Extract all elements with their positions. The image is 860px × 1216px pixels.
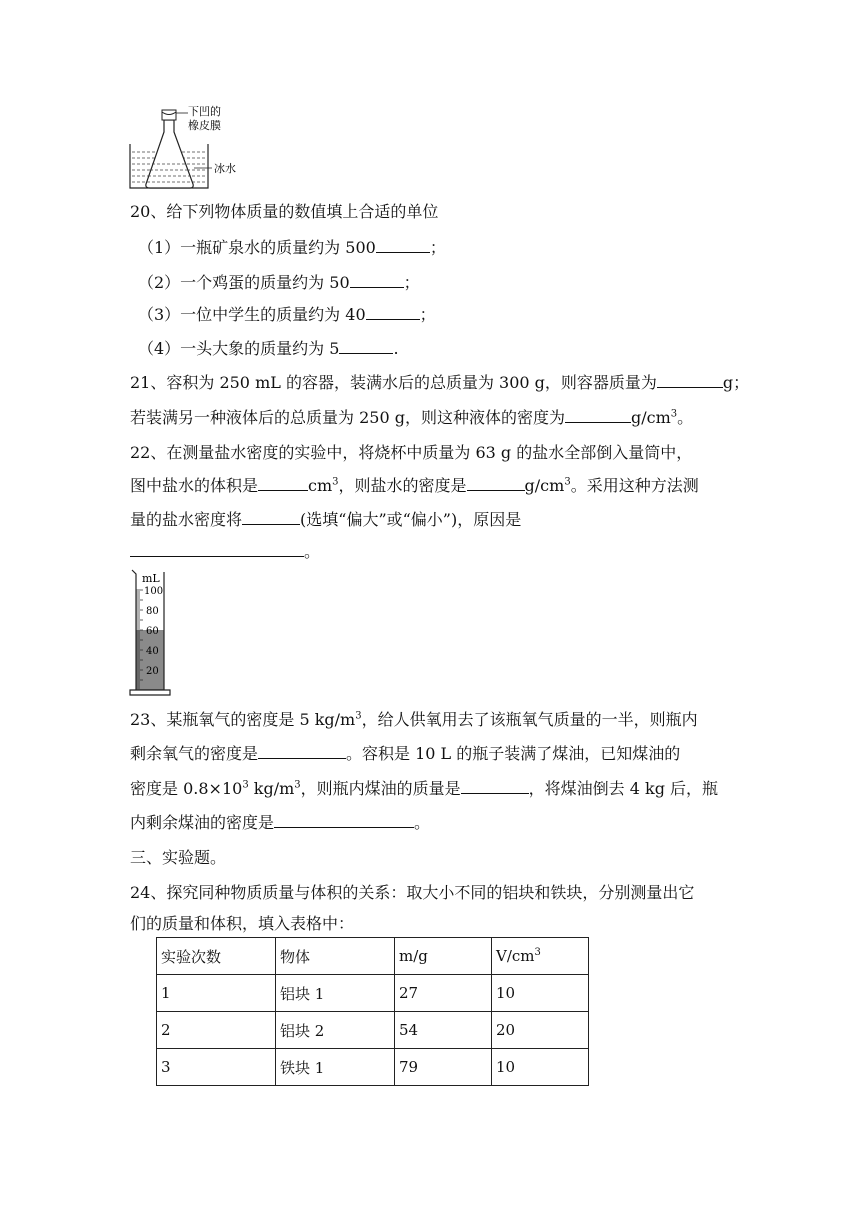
flask-ice-water-figure [128,104,258,192]
q22-line-1: 22、在测量盐水密度的实验中，将烧杯中质量为 63 g 的盐水全部倒入量筒中， [130,443,693,462]
header-cell: 实验次数 [157,938,276,975]
table-cell: 铝块 1 [276,975,395,1012]
data-table [156,937,589,1086]
answer-blank[interactable] [130,542,304,557]
answer-blank[interactable] [565,408,631,423]
q20-item-3: （3）一位中学生的质量约为 40 ； [138,305,436,324]
q23-line-2: 剩余氧气的密度是 。容积是 10 L 的瓶子装满了煤油，已知煤油的 [130,744,681,763]
table-cell: 铁块 1 [276,1049,395,1086]
answer-blank[interactable] [366,305,420,320]
q20-item-4: （4）一头大象的质量约为 5 . [138,339,399,358]
header-cell: 物体 [276,938,395,975]
section-heading: 三、实验题。 [130,848,227,867]
q23-line-4: 内剩余煤油的密度是 。 [130,813,431,832]
answer-blank[interactable] [376,238,430,253]
membrane-label-line2: 橡皮膜 [188,119,221,132]
q21-line-2: 若装满另一种液体后的总质量为 250 g，则这种液体的密度为 $g/cm^3$。 [130,408,694,427]
q22-line-3: 量的盐水密度将 (选填“偏大”或“偏小”)，原因是 [130,510,522,529]
q22-line-4: 。 [130,542,320,562]
cylinder-unit-label: mL [142,572,160,585]
table-cell: 2 [157,1012,276,1049]
q23-line-3: 密度是 $0.8\times 10^3$ $kg/m^3$，则瓶内煤油的质量是 ，将煤油倒去 4 kg 后，瓶 [130,779,719,798]
answer-blank[interactable] [258,476,308,491]
answer-blank[interactable] [467,476,525,491]
answer-blank[interactable] [461,779,529,794]
answer-blank[interactable] [274,813,414,828]
tick-label-80: 80 [146,606,159,617]
answer-blank[interactable] [657,373,723,388]
table-cell: 27 [395,975,492,1012]
table-cell: 铝块 2 [276,1012,395,1049]
q24-line-2: 们的质量和体积，填入表格中： [130,914,355,933]
header-cell: m/g [395,938,492,975]
q21-line-1: 21、容积为 250 mL 的容器，装满水后的总质量为 300 g，则容器质量为 g； [130,373,750,392]
header-cell: $V/cm^3$ [492,938,589,975]
q24-line-1: 24、探究同种物质质量与体积的关系：取大小不同的铝块和铁块，分别测量出它 [130,883,695,902]
answer-blank[interactable] [339,339,393,354]
q20-item-1: （1）一瓶矿泉水的质量约为 500 ； [138,238,446,257]
table-cell: 1 [157,975,276,1012]
table-cell: 10 [492,1049,589,1086]
answer-blank[interactable] [242,510,300,525]
table-cell: 79 [395,1049,492,1086]
answer-blank[interactable] [350,273,404,288]
q23-line-1: 23、某瓶氧气的密度是 5 $kg/m^3$，给人供氧用去了该瓶氧气质量的一半，则瓶内 [130,710,698,729]
answer-blank[interactable] [258,744,346,759]
tick-label-60: 60 [146,626,159,637]
q20-item-2: （2）一个鸡蛋的质量约为 50 ； [138,273,420,292]
table-row [157,1049,589,1086]
table-row [157,975,589,1012]
q20-title: 20、给下列物体质量的数值填上合适的单位 [130,202,439,221]
membrane-label-line1: 下凹的 [188,105,221,118]
tick-label-100: 100 [144,586,164,597]
table-cell: 3 [157,1049,276,1086]
table-cell: 10 [492,975,589,1012]
q22-line-2: 图中盐水的体积是 $cm^3$，则盐水的密度是 $g/cm^3$。采用这种方法测 [130,476,699,495]
tick-label-20: 20 [146,666,159,677]
table-header-row [157,938,589,975]
table-cell: 54 [395,1012,492,1049]
graduated-cylinder-figure [128,566,180,698]
tick-label-40: 40 [146,646,159,657]
table-row [157,1012,589,1049]
table-cell: 20 [492,1012,589,1049]
ice-water-label: 冰水 [214,162,236,175]
